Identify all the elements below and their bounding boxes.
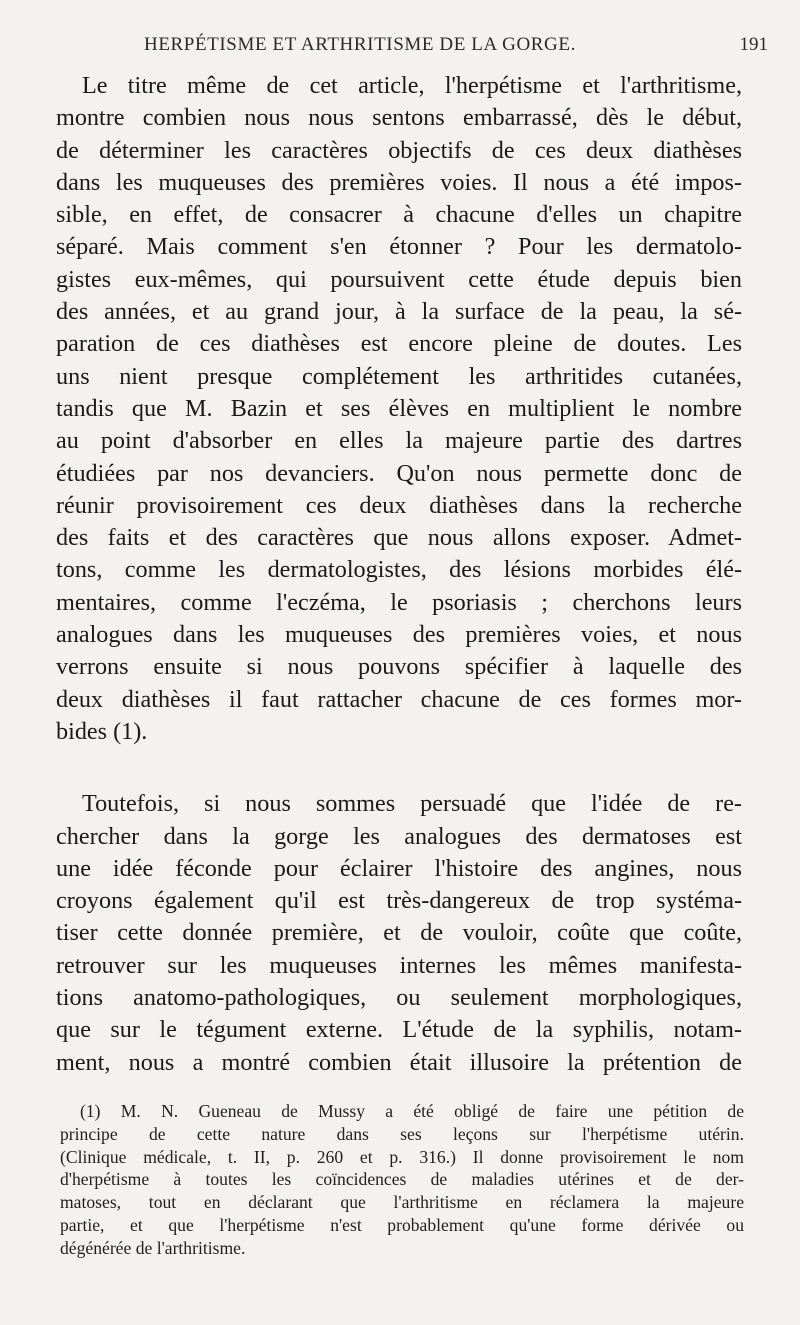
text-line: analogues dans les muqueuses des premières voies, et nous [56,621,742,649]
text-line: étudiées par nos devanciers. Qu'on nous permette donc de [56,459,742,487]
text-line: au point d'absorber en elles la majeure partie des dartres [56,427,742,455]
paragraph-gap [56,748,742,788]
footnote-line: matoses, tout en déclarant que l'arthritisme en réclamera la majeure [60,1192,744,1213]
footnote-line: principe de cette nature dans ses leçons sur l'herpétisme utérin. [60,1123,744,1144]
text-line: réunir provisoirement ces deux diathèses dans la recherche [56,491,742,519]
text-line: bides (1). [56,717,148,745]
text-line: Toutefois, si nous sommes persuadé que l'idée de re- [82,790,742,818]
page-number: 191 [739,34,768,55]
text-line: tons, comme les dermatologistes, des lésions morbides élé- [56,556,742,584]
footnote-line: (1) M. N. Gueneau de Mussy a été obligé de faire une pétition de [80,1101,744,1121]
text-line: deux diathèses il faut rattacher chacune de ces formes mor- [56,685,742,713]
text-line: séparé. Mais comment s'en étonner ? Pour les dermatolo- [56,233,742,261]
text-line: une idée féconde pour éclairer l'histoire des angines, nous [56,854,742,882]
text-line: ment, nous a montré combien était illusoire la prétention de [56,1048,742,1076]
text-line: des faits et des caractères que nous allons exposer. Admet- [56,524,742,552]
footnote-line: dégénérée de l'arthritisme. [60,1237,246,1258]
text-line: verrons ensuite si nous pouvons spécifier à laquelle des [56,653,742,681]
body-text [56,70,742,1079]
text-line: chercher dans la gorge les analogues des dermatoses est [56,822,742,850]
page-header [88,34,768,64]
text-line: Le titre même de cet article, l'herpétisme et l'arthritisme, [82,72,742,99]
text-line: uns nient presque complétement les arthritides cutanées, [56,362,742,390]
text-line: tandis que M. Bazin et ses élèves en multiplient le nombre [56,394,742,422]
text-line: tiser cette donnée première, et de vouloir, coûte que coûte, [56,919,742,947]
text-line: paration de ces diathèses est encore pleine de doutes. Les [56,330,742,358]
text-line: dans les muqueuses des premières voies. Il nous a été impos- [56,168,742,196]
text-line: croyons également qu'il est très-dangereux de trop systéma- [56,887,742,915]
text-line: gistes eux-mêmes, qui poursuivent cette étude depuis bien [56,265,742,293]
text-line: montre combien nous nous sentons embarrassé, dès le début, [56,104,742,132]
footnote-line: partie, et que l'herpétisme n'est probablement qu'une forme dérivée ou [60,1214,744,1235]
paragraph-1 [56,70,742,748]
text-line: tions anatomo-pathologiques, ou seulement morphologiques, [56,984,742,1012]
text-line: de déterminer les caractères objectifs de ces deux diathèses [56,136,742,164]
footnote-line: (Clinique médicale, t. II, p. 260 et p. 316.) Il donne provisoirement le nom [60,1146,744,1167]
text-line: que sur le tégument externe. L'étude de la syphilis, notam- [56,1016,742,1044]
footnote [60,1100,744,1260]
footnote-line: d'herpétisme à toutes les coïncidences de maladies utérines et de der- [60,1169,744,1190]
text-line: retrouver sur les muqueuses internes les mêmes manifesta- [56,951,742,979]
text-line: sible, en effet, de consacrer à chacune d'elles un chapitre [56,201,742,229]
running-head: HERPÉTISME ET ARTHRITISME DE LA GORGE. [144,34,576,55]
paragraph-2 [56,788,742,1079]
text-line: des années, et au grand jour, à la surface de la peau, la sé- [56,298,742,326]
text-line: mentaires, comme l'eczéma, le psoriasis ; cherchons leurs [56,588,742,616]
